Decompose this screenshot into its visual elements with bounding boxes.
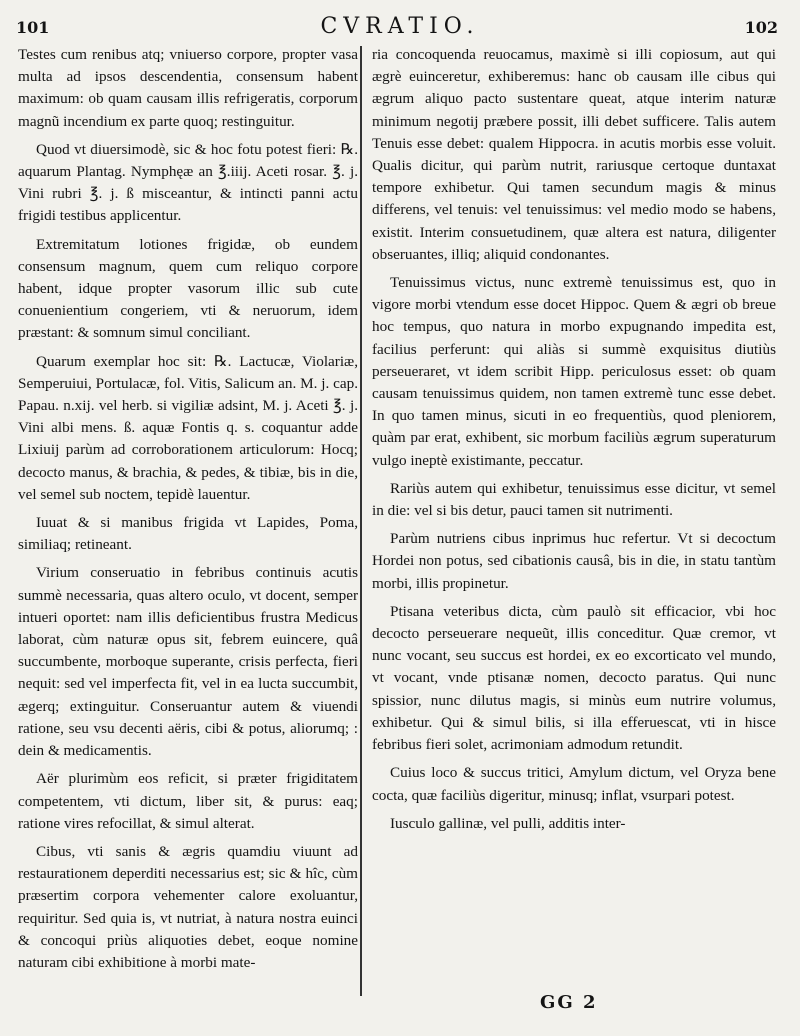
column-divider <box>360 46 362 996</box>
paragraph: Iuuat & si manibus frigida vt Lapides, Poma, similiaq; retineant. <box>18 514 358 554</box>
paragraph: Cibus, vti sanis & ægris quamdiu viuunt ad restaurationem deperditi necessarius est; sic & hîc, cùm præsertim corpora vehementer calore exoluantur, requiritur. Sed quia is, vt nutriat, à natura nostra euinci & concoqui priùs aliquoties debet, eoque nomine naturam cibi exhibitione à morbi mate- <box>18 842 358 971</box>
paragraph: ria concoquenda reuocamus, maximè si illi copiosum, aut qui ægrè euinceretur, exhiberemus: hanc ob causam ille cibus qui ægrum aliquo pacto sustentare queat, atque interim naturæ minimum negotij præbere possit, illi debet sufficere. Talis autem Tenuis esse debet: qualem Hippocra. in acutis morbis esse voluit. Qualis dicitur, qui parùm nutrit, rariusque certoque duntaxat tempore exhibetur. Qui tamen secundum magis & minus differens, vel tenuis: vel tenuissimus: vel medio modo se habens, existit. Interim consuetudinem, quæ altera est natura, diligenter obseruantes, illiq; aliquid condonantes. <box>372 46 776 263</box>
paragraph: Tenuissimus victus, nunc extremè tenuissimus est, quo in vigore morbi vtendum esse docet Hippoc. Quem & ægri ob breue hoc tempus, quo natura in morbo expugnando impedita est, facilius perferunt: qui aliàs si summè exquisitus diutiùs perseueraret, vt idem scribit Hipp. periculosus esset: ob quam causam tenuissimus quidem, non tamen extremè tunc esse debet. In quo tamen minus, sicuti in eo frequentiùs, quod pleniorem, quàm par erat, exhibent, sic morbum faciliùs ægrum superaturum vulgo ineptè existimante, peccatur. <box>372 274 776 469</box>
paragraph: Iusculo gallinæ, vel pulli, additis inter- <box>390 814 626 832</box>
paragraph: Parùm nutriens cibus inprimus huc refertur. Vt si decoctum Hordei non potus, sed cibationis causâ, bis in die, in statu tantùm morbi, illis propinetur. <box>372 530 776 592</box>
paragraph: Cuius loco & succus tritici, Amylum dictum, vel Oryza bene cocta, quæ faciliùs digeritur, minusq; inflat, vsurpari potest. <box>372 764 776 804</box>
folio-right: 102 <box>744 18 778 37</box>
paragraph: Virium conseruatio in febribus continuis acutis summè necessaria, quas altero oculo, vt docent, semper intueri oportet: nam illis deficientibus frustra Medicus laborat, cùm naturæ opus sit, febrem euincere, quâ succumbente, morboque superante, crisis perfecta, fieri nequit: sed vel imperfecta fit, vel in ea lucta succumbit, ægerq; extinguitur. Conseruantur autem & viuendi ratione, seu vsu decenti aëris, cibi & potus, aliorumq; : dein & medicamentis. <box>18 564 358 760</box>
paragraph: Extremitatum lotiones frigidæ, ob eundem consensum magnum, quem cum reliquo corpore habent, idque propter vasorum illic sub cute conuenientium congeriem, vti & neruorum, idem præstant: & somnum simul conciliant. <box>18 235 358 342</box>
left-column <box>18 44 358 980</box>
paragraph: Testes cum renibus atq; vniuerso corpore, propter vasa multa ad ipsos descendentia, consensum habent maximum: ob quam causam illis refrigeratis, corporum magnũ incendium ex parte quoq; restinguitur. <box>18 46 358 130</box>
running-head: CVRATIO. <box>320 14 480 39</box>
paragraph: Quod vt diuersimodè, sic & hoc fotu potest fieri: ℞. aquarum Plantag. Nymphęæ an ℥.iiij. Aceti rosar. ℥. j. Vini rubri ℥. j. ß misceantur, & intincti panni actu frigidi testibus applicentur. <box>18 140 358 225</box>
right-column <box>372 44 776 841</box>
paragraph: Quarum exemplar hoc sit: ℞. Lactucæ, Violariæ, Semperuiui, Portulacæ, fol. Vitis, Salicum an. M. j. cap. Papau. n.xij. vel herb. si vigiliæ adsint, M. j. Aceti ℥. j. Vini albi mens. ß. aquæ Fontis q. s. coquantur adde Lixiuij parùm ad corroborationem articulorum: Hocq; decocto manus, & brachia, & pedes, & tibiæ, bis in die, vel semel sub noctem, tepidè lauentur. <box>18 352 358 503</box>
paragraph: Rariùs autem qui exhibetur, tenuissimus esse dicitur, vt semel in die: vel si bis detur, pauci tamen sit nutrimenti. <box>372 479 776 520</box>
paragraph: Aër plurimùm eos reficit, si præter frigiditatem competentem, vti dictum, liber sit, & purus: eaq; ratione vires refocillat, & simul alterat. <box>18 770 358 832</box>
signature-mark: GG 2 <box>540 992 598 1013</box>
paragraph: Ptisana veteribus dicta, cùm paulò sit efficacior, vbi hoc decocto perseuerare nequeũt, illis conceditur. Quæ cremor, vt nunc vocant, seu succus est hordei, ex eo excorticato vel mundo, vt vocant, vnde ptisanæ nomen, decocto paratus. Qui nunc spissior, nunc dilutus magis, si minùs eum nutrire volumus, exhibetur. Qui & simul bilis, si illa efferuescat, vti in hisce febribus fieri solet, acrimoniam admodum retundit. <box>372 602 776 754</box>
folio-left: 101 <box>16 18 50 37</box>
